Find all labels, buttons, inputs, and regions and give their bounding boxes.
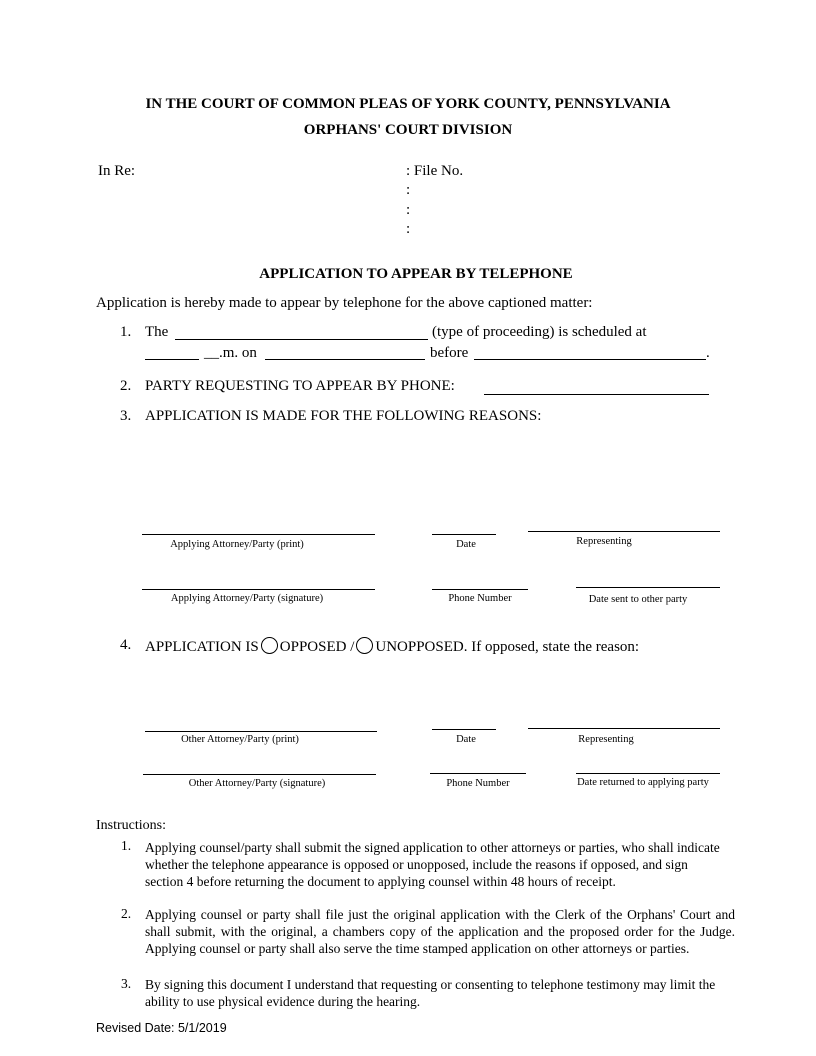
applicant-phone-label: Phone Number bbox=[448, 593, 512, 604]
instruction-3-number: 3. bbox=[121, 976, 132, 991]
item-2-number: 2. bbox=[120, 378, 132, 394]
opposition-line bbox=[145, 637, 639, 656]
instruction-1-text: Applying counsel/party shall submit the signed application to other attorneys or parties, who shall indicate whether the telephone appearance is opposed or unopposed, include the reasons if opposed, and sign section 4 before returning the document to applying counsel within 48 hours of receipt. bbox=[145, 840, 720, 889]
opposed-label: OPPOSED / bbox=[279, 639, 355, 655]
instruction-3-text: By signing this document I understand that requesting or consenting to telephone testimony may limit the ability to use physical evidence during the hearing. bbox=[145, 977, 716, 1009]
date-field[interactable] bbox=[265, 359, 425, 360]
judge-field[interactable] bbox=[474, 359, 706, 360]
form-title: APPLICATION TO APPEAR BY TELEPHONE bbox=[259, 266, 573, 282]
applicant-date-field[interactable] bbox=[432, 534, 496, 535]
applicant-phone-field[interactable] bbox=[432, 589, 528, 590]
type-of-proceeding-field[interactable] bbox=[175, 339, 428, 340]
application-is-label: APPLICATION IS bbox=[145, 639, 259, 655]
period: . bbox=[706, 345, 710, 361]
date-sent-label: Date sent to other party bbox=[588, 594, 688, 605]
party-requesting-label: PARTY REQUESTING TO APPEAR BY PHONE: bbox=[145, 378, 455, 394]
caption-colon: : bbox=[406, 202, 411, 218]
applicant-print-label: Applying Attorney/Party (print) bbox=[170, 539, 304, 550]
date-sent-field[interactable] bbox=[576, 587, 720, 588]
unopposed-label: UNOPPOSED. If opposed, state the reason: bbox=[375, 639, 640, 655]
time-field[interactable] bbox=[145, 359, 199, 360]
other-print-label: Other Attorney/Party (print) bbox=[181, 734, 299, 745]
date-returned-field[interactable] bbox=[576, 773, 720, 774]
other-date-label: Date bbox=[456, 734, 476, 745]
applicant-print-field[interactable] bbox=[142, 534, 375, 535]
applicant-signature-label: Applying Attorney/Party (signature) bbox=[170, 593, 324, 604]
other-date-field[interactable] bbox=[432, 729, 496, 730]
unopposed-radio[interactable] bbox=[356, 637, 373, 654]
applicant-date-label: Date bbox=[456, 539, 476, 550]
applicant-signature-field[interactable] bbox=[142, 589, 375, 590]
type-of-proceeding-label: (type of proceeding) is scheduled at bbox=[432, 324, 647, 340]
caption-colon: : bbox=[406, 221, 411, 237]
file-no-label: : File No. bbox=[406, 163, 464, 179]
other-print-field[interactable] bbox=[145, 731, 377, 732]
am-pm-label: __.m. on bbox=[204, 345, 257, 361]
other-phone-label: Phone Number bbox=[446, 778, 510, 789]
instructions-heading: Instructions: bbox=[96, 818, 166, 833]
date-returned-label: Date returned to applying party bbox=[577, 777, 709, 788]
party-requesting-field[interactable] bbox=[484, 394, 709, 395]
court-heading: IN THE COURT OF COMMON PLEAS OF YORK COUNTY, PENNSYLVANIA bbox=[145, 96, 671, 112]
applicant-representing-field[interactable] bbox=[528, 531, 720, 532]
instruction-1-number: 1. bbox=[121, 838, 132, 853]
item-4-number: 4. bbox=[120, 637, 132, 653]
instruction-2-number: 2. bbox=[121, 906, 132, 921]
opposed-radio[interactable] bbox=[261, 637, 278, 654]
other-representing-field[interactable] bbox=[528, 728, 720, 729]
item-3-number: 3. bbox=[120, 408, 132, 424]
applicant-representing-label: Representing bbox=[576, 536, 632, 547]
other-signature-field[interactable] bbox=[143, 774, 376, 775]
in-re-label: In Re: bbox=[98, 163, 136, 179]
revised-date: Revised Date: 5/1/2019 bbox=[96, 1021, 227, 1035]
division-heading: ORPHANS' COURT DIVISION bbox=[303, 122, 513, 138]
other-signature-label: Other Attorney/Party (signature) bbox=[188, 778, 326, 789]
item-1-number: 1. bbox=[120, 324, 132, 340]
reasons-label: APPLICATION IS MADE FOR THE FOLLOWING REASONS: bbox=[145, 408, 542, 424]
item-1-the: The bbox=[145, 324, 169, 340]
other-phone-field[interactable] bbox=[430, 773, 526, 774]
caption-colon: : bbox=[406, 182, 411, 198]
other-representing-label: Representing bbox=[578, 734, 634, 745]
instruction-2-text: Applying counsel or party shall file just the original application with the Clerk of the Orphans' Court and shall submit, with the original, a chambers copy of the application and the proposed order for the Judge. Applying counsel or party shall also serve the time stamped application on other attorneys or parties. bbox=[145, 907, 735, 956]
intro-text: Application is hereby made to appear by telephone for the above captioned matter: bbox=[96, 295, 593, 311]
before-label: before bbox=[430, 345, 469, 361]
